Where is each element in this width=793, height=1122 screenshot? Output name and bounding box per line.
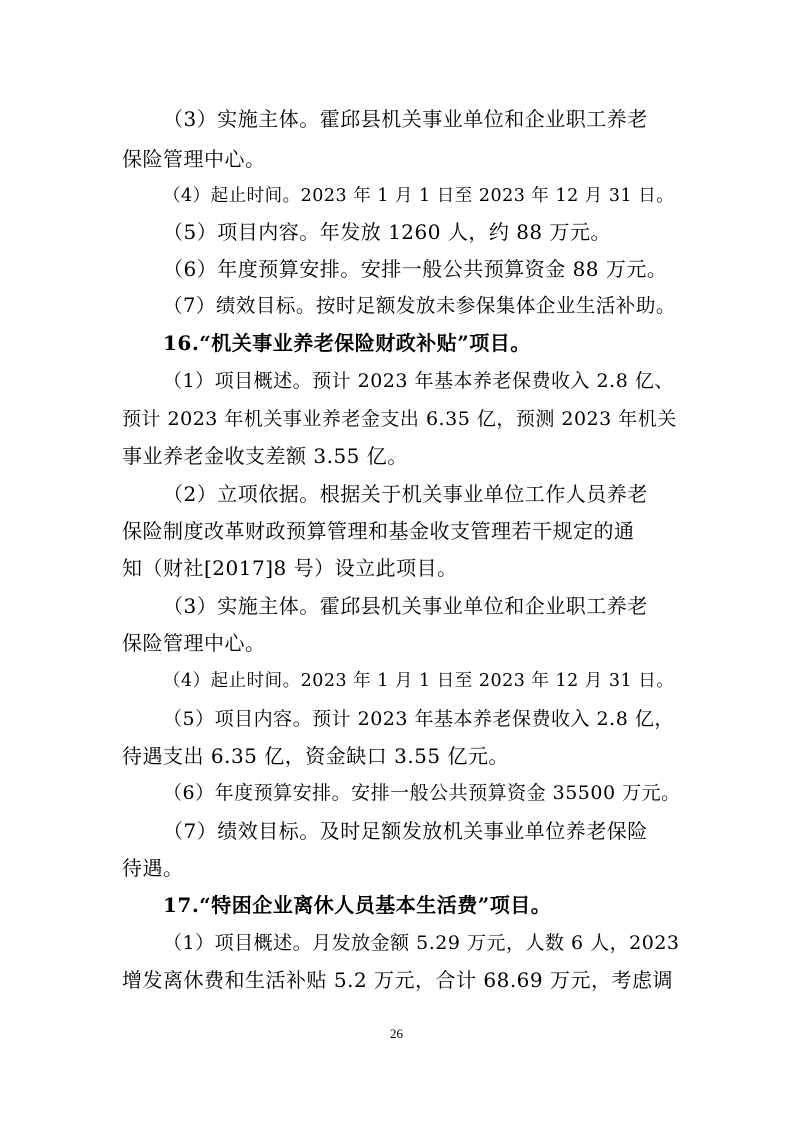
section-heading: 16.“机关事业养老保险财政补贴”项目。 (163, 331, 531, 355)
paragraph-line: （7）绩效目标。及时足额发放机关事业单位养老保险 (163, 819, 648, 843)
paragraph-line: （6）年度预算安排。安排一般公共预算资金 35500 万元。 (163, 782, 681, 804)
paragraph-line: 待遇。 (122, 856, 184, 880)
paragraph-line: （2）立项依据。根据关于机关事业单位工作人员养老 (163, 482, 648, 506)
section-heading: 17.“特困企业离休人员基本生活费”项目。 (163, 893, 552, 917)
paragraph-line: （3）实施主体。霍邱县机关事业单位和企业职工养老 (163, 107, 648, 131)
paragraph-line: （1）项目概述。月发放金额 5.29 万元，人数 6 人，2023 (163, 932, 680, 954)
paragraph-line: 保险制度改革财政预算管理和基金收支管理若干规定的通 (122, 519, 635, 543)
paragraph-line: 保险管理中心。 (122, 631, 266, 655)
paragraph-line: （6）年度预算安排。安排一般公共预算资金 88 万元。 (163, 257, 668, 281)
paragraph-line: （1）项目概述。预计 2023 年基本养老保费收入 2.8 亿、 (163, 370, 674, 392)
paragraph-line: （4）起止时间。2023 年 1 月 1 日至 2023 年 12 月 31 日。 (163, 671, 675, 691)
paragraph-line: 增发离休费和生活补贴 5.2 万元，合计 68.69 万元，考虑调 (122, 968, 673, 992)
paragraph-line: （5）项目内容。预计 2023 年基本养老保费收入 2.8 亿， (163, 708, 674, 730)
paragraph-line: 保险管理中心。 (122, 147, 266, 171)
paragraph-line: （4）起止时间。2023 年 1 月 1 日至 2023 年 12 月 31 日。 (163, 186, 675, 206)
page-number: 26 (390, 1026, 403, 1041)
paragraph-line: （5）项目内容。年发放 1260 人，约 88 万元。 (163, 220, 612, 244)
paragraph-line: 知（财社[2017]8 号）设立此项目。 (122, 556, 458, 580)
paragraph-line: 待遇支出 6.35 亿，资金缺口 3.55 亿元。 (122, 744, 509, 768)
paragraph-line: 预计 2023 年机关事业养老金支出 6.35 亿，预测 2023 年机关 (122, 408, 677, 430)
paragraph-line: （3）实施主体。霍邱县机关事业单位和企业职工养老 (163, 594, 648, 618)
paragraph-line: （7）绩效目标。按时足额发放未参保集体企业生活补助。 (163, 294, 676, 317)
paragraph-line: 事业养老金收支差额 3.55 亿。 (122, 444, 408, 468)
